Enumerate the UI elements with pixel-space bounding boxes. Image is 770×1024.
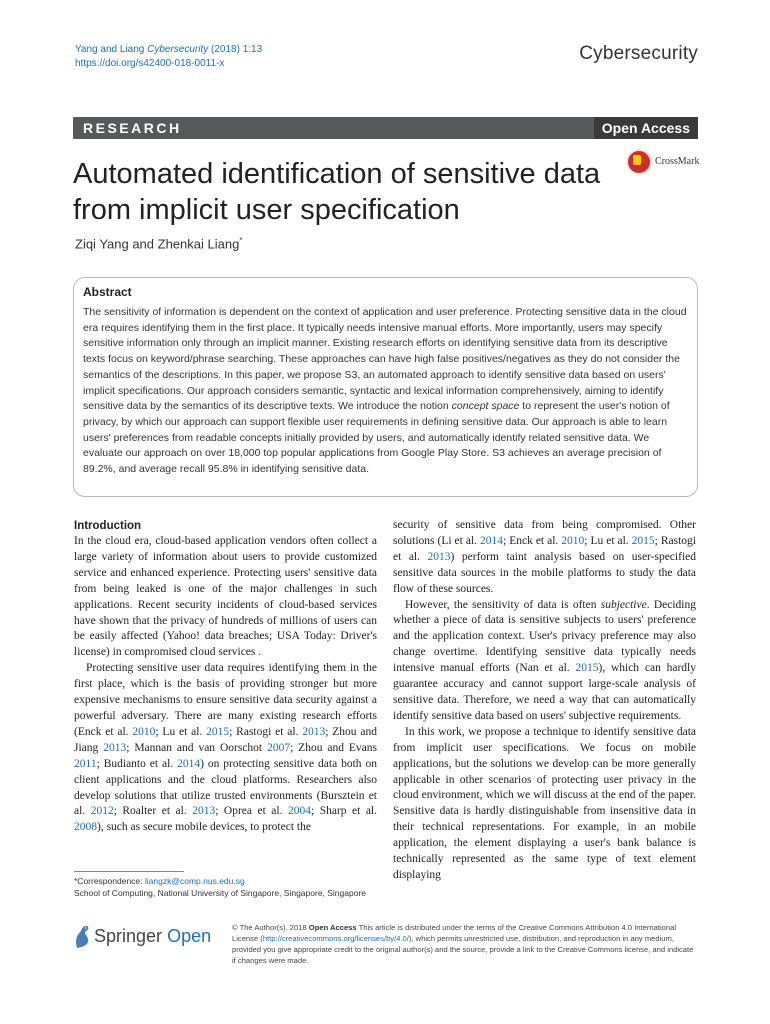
citation-link[interactable]: 2015: [575, 662, 599, 675]
body-column-right: [393, 518, 696, 884]
text-run: © The Author(s). 2018: [232, 923, 309, 932]
text-run: ; Zhou and Evans: [290, 741, 378, 754]
citation-link[interactable]: 2013: [427, 550, 451, 563]
publisher-name: [94, 926, 211, 947]
author-list: [75, 236, 242, 251]
crossmark-button[interactable]: [626, 149, 706, 175]
affiliation: School of Computing, National University of Singapore, Singapore, Singapore: [74, 888, 367, 898]
citation-link[interactable]: 2004: [288, 805, 311, 818]
crossmark-label: CrossMark: [655, 156, 700, 167]
authors-names: Ziqi Yang and Zhenkai Liang: [75, 236, 240, 252]
citation-link[interactable]: 2010: [561, 534, 585, 547]
abstract-part-1: The sensitivity of information is dependent on the context of application and user preference. Protecting sensitive data in the cloud era requires identifying them in the first place. It typically needs intensive manual efforts. More importantly, users may specify sensitive information only through an implicit manner. Existing research efforts on identifying sensitive data from its descriptive texts focus on keyword/phrase searching. These approaches can have high false positives/negatives as they do not consider the semantics of the descriptions. In this paper, we propose S3, an automated approach to identify sensitive data based on users' implicit specifications. Our approach considers semantic, syntactic and lexical information comprehensively, aiming to identify sensitive data by the semantics of its descriptive texts. We introduce the notion: [83, 306, 687, 413]
text-run: ; Roalter et al.: [113, 805, 193, 818]
footnote-divider: [74, 871, 184, 872]
paragraph: In the cloud era, cloud-based application vendors often collect a large variety of information about users to provide customized service and enhanced experience. Protecting users' sensitive data from being leaked is one of the major challenges in such applications. Recent security incidents of cloud-based services have shown that the privacy of hundreds of millions of users can be easily affected (Yahoo! data breaches; USA Today: Driver's license) in compromised cloud services .: [74, 535, 377, 659]
citation-link[interactable]: 2007: [267, 741, 291, 754]
corresponding-mark: *: [239, 236, 243, 245]
abstract-part-2: to represent the user's notion of privacy, by which our approach can support flexible user requirements in defining sensitive data. Our approach is able to learn users' preferences from readable concepts initially provided by users, and automatically identify related sensitive data. We evaluate our approach on over 18,000 top popular applications from Google Play Store. S3 achieves an average precision of 89.2%, and average recall 95.8% in identifying sensitive data.: [83, 400, 670, 476]
license-statement: [232, 922, 698, 966]
page-title: Automated identification of sensitive data from implicit user specification: [73, 158, 601, 226]
correspondence-line: [74, 875, 366, 887]
citation-link[interactable]: 2014: [480, 534, 504, 547]
abstract-heading: Abstract: [83, 285, 132, 299]
body-column-left: [74, 518, 377, 836]
citation-link[interactable]: 2013: [103, 741, 127, 754]
text-run: ), which permits unrestricted use, distribution, and reproduction in any medium, provided you give appropriate credit to the original author(s) and the source, provide a link to the Creative Commons license, and indicate if changes were made.: [232, 934, 694, 965]
paragraph: In this work, we propose a technique to identify sensitive data from implicit user specifications. We focus on mobile applications, but the solutions we develop can be more generally applicable in other scenarios of protecting user privacy in the cloud environment, which we will discuss at the end of the paper. Sensitive data is hardly distinguishable from insensitive data in their technical representations. For example, in an mobile application, the element displaying a user's bank balance is technically represented as the same type of text element displaying: [393, 725, 696, 881]
abstract-emphasis: concept space: [451, 400, 520, 413]
article-type-bar: [73, 117, 698, 139]
header-year-volume: (2018) 1:13: [211, 44, 263, 55]
text-run: ; Rastogi et al.: [393, 534, 696, 563]
license-open-access: Open Access: [308, 923, 357, 932]
text-run: ; Lu et al.: [155, 725, 207, 738]
text-run: ; Zhou and Jiang: [74, 725, 377, 754]
text-run: security of sensitive data from being compromised. Other solutions (Li et al.: [393, 519, 696, 547]
article-type-label: RESEARCH: [83, 120, 182, 136]
journal-name: Cybersecurity: [579, 43, 698, 64]
springer-horse-icon: [73, 924, 91, 950]
citation-link[interactable]: 2013: [192, 805, 216, 818]
citation-link[interactable]: 2011: [74, 757, 97, 770]
header-authors: Yang and Liang: [75, 44, 145, 55]
publisher-name-open: Open: [167, 926, 212, 946]
header-journal-italic: Cybersecurity: [147, 44, 209, 55]
text-run: ), such as secure mobile devices, to protect the: [97, 821, 311, 834]
citation-link[interactable]: 2010: [132, 725, 156, 738]
section-heading-introduction: Introduction: [74, 520, 142, 532]
text-run: ) perform taint analysis based on user-specified sensitive data sources in the mobile platforms to study the data flow of these sources.: [393, 550, 696, 595]
citation-link[interactable]: 2015: [206, 725, 230, 738]
correspondence-label: *Correspondence:: [74, 876, 145, 886]
publisher-logo: [73, 922, 223, 956]
abstract-box: [73, 277, 698, 497]
text-run: ; Rastogi et al.: [229, 725, 303, 738]
citation-link[interactable]: 2014: [177, 757, 201, 770]
doi-link[interactable]: https://doi.org/s42400-018-0011-x: [75, 58, 225, 69]
text-run: ; Lu et al.: [584, 534, 632, 547]
emphasis: subjective: [600, 598, 647, 611]
citation-link[interactable]: 2015: [631, 534, 655, 547]
citation-line: [75, 43, 262, 57]
text-run: ; Oprea et al.: [215, 805, 288, 818]
paragraph: [393, 598, 696, 725]
license-link[interactable]: http://creativecommons.org/licenses/by/4.0/: [262, 934, 409, 943]
citation-link[interactable]: 2013: [302, 725, 326, 738]
citation-link[interactable]: 2008: [74, 821, 97, 834]
text-run: This article is distributed under the terms of the Creative Commons Attribution 4.0 International License (: [232, 923, 677, 943]
text-run: ; Sharp et al.: [311, 805, 378, 818]
paragraph: [74, 661, 377, 836]
publisher-name-springer: Springer: [94, 926, 163, 946]
text-run: ) on protecting sensitive data both on client applications and the cloud platforms. Researchers also develop solutions that utilize trusted environments (Bursztein et al.: [74, 757, 377, 818]
abstract-text: [83, 305, 688, 478]
text-run: However, the sensitivity of data is often: [405, 598, 601, 611]
text-run: ), which can hardly guarantee accuracy and cannot support large-scale analysis of sensitive data. Therefore, we need a way that can automatically identify sensitive data based on users' subjective requirements.: [393, 662, 697, 722]
open-access-badge: Open Access: [594, 117, 698, 139]
email-link[interactable]: liangzk@comp.nus.edu.sg: [144, 876, 245, 886]
text-run: ; Mannan and van Oorschot: [126, 741, 268, 754]
paragraph: [393, 518, 696, 598]
crossmark-bookmark-icon: [633, 155, 641, 165]
running-header: [75, 43, 262, 71]
citation-link[interactable]: 2012: [90, 805, 114, 818]
text-run: . Deciding whether a piece of data is sensitive subjects to users' preference and the application context. User's privacy preference may also change overtime. Identifying sensitive data typically needs intensive manual efforts (Nan et al.: [393, 598, 696, 675]
text-run: ; Enck et al.: [503, 534, 562, 547]
correspondence-footnote: [74, 875, 366, 899]
text-run: ; Budianto et al.: [96, 757, 178, 770]
text-run: Protecting sensitive user data requires identifying them in the first place, which is the basis of providing stronger but more expensive mechanisms to ensure sensitive data security against a powerful adversary. There are many existing research efforts (Enck et al.: [74, 662, 377, 738]
